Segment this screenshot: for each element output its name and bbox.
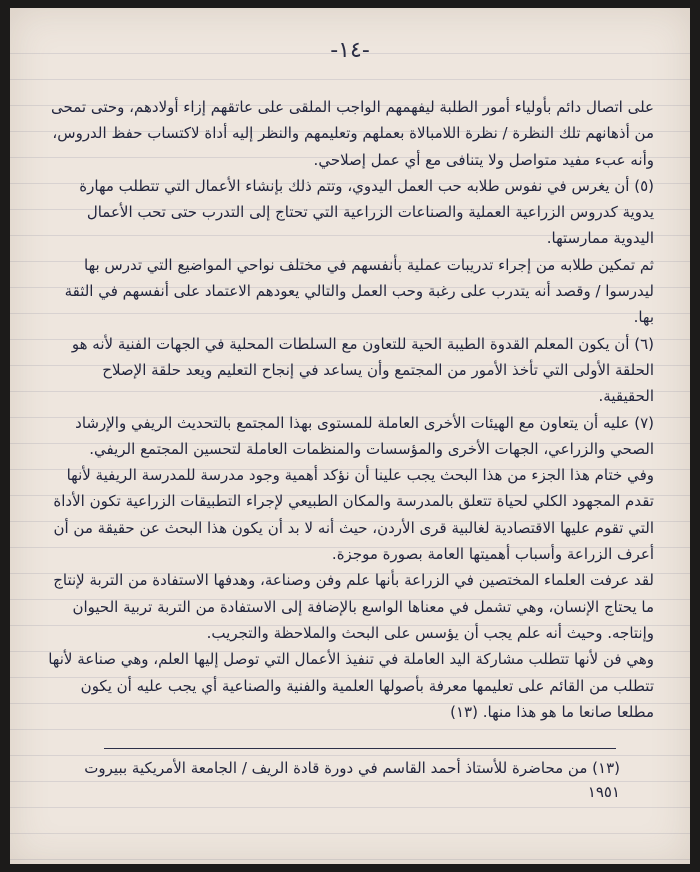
footnote: (١٣) من محاضرة للأستاذ أحمد القاسم في دورة قادة الريف / الجامعة الأمريكية ببيروت ١٩٥١ xyxy=(84,759,620,801)
manuscript-page xyxy=(10,8,690,864)
paragraph-point-5-cont: ثم تمكين طلابه من إجراء تدريبات عملية بأنفسهم في مختلف نواحي المواضيع التي تدرس بها ليدرسوا / وقصد أنه يتدرب على رغبة وحب العمل والتالي يعودهم الاعتماد على أنفسهم في الثقة بها. xyxy=(64,255,654,327)
paragraph-agriculture-art: وهي فن لأنها تتطلب مشاركة اليد العاملة في تنفيذ الأعمال التي توصل إليها العلم، وهي صناعة لأنها تتطلب من القائم على تعليمها معرفة بأصولها العلمية والفنية والصناعية أي يجب عليه أن يكون مطلعا صانعا ما هو هذا منها. (١٣) xyxy=(48,650,654,721)
footnote-divider xyxy=(104,748,616,749)
paragraph-point-7: (٧) عليه أن يتعاون مع الهيئات الأخرى العاملة للمستوى بهذا المجتمع بالتحديث الريفي والإرشاد الصحي والزراعي، الجهات الأخرى والمؤسسات والمنظمات العاملة لتحسين المجتمع الريفي. xyxy=(75,413,654,458)
paragraph-point-5: (٥) أن يغرس في نفوس طلابه حب العمل اليدوي، وتتم ذلك بإنشاء الأعمال التي تتطلب مهارة يدوية كدروس الزراعية العملية والصناعات الزراعية التي تحتاج إلى التدرب حتى تحب الأعمال اليدوية ممارستها. xyxy=(79,176,654,248)
paragraph-agriculture-definition: لقد عرفت العلماء المختصين في الزراعة بأنها علم وفن وصناعة، وهدفها الاستفادة من التربة لإنتاج ما يحتاج الإنسان، وهي تشمل في معناها الواسع بالإضافة إلى الاستفادة من التربة تربية الحيوان وإنتاجه. وحيث أنه علم يجب أن يؤسس على البحث والملاحظة والتجريب. xyxy=(53,571,654,642)
paragraph-intro: على اتصال دائم بأولياء أمور الطلبة ليفهمهم الواجب الملقى على عاتقهم إزاء أولادهم، وحتى تمحى من أذهانهم تلك النظرة / نظرة اللامبالاة بعملهم وتعليمهم والنظر إليه أداة لاكتساب حفظ الدروس، وأنه عبء مفيد متواصل ولا يتنافى مع أي عمل إصلاحي. xyxy=(51,98,654,169)
paragraph-point-6: (٦) أن يكون المعلم القدوة الطيبة الحية للتعاون مع السلطات المحلية في الجهات الفنية لأنه هو الحلقة الأولى التي تأخذ الأمور من المجتمع وأن يساعد في إنجاح التعليم ويعد حلقة الإصلاح الحقيقية. xyxy=(71,334,654,406)
page-number: -١٤- xyxy=(330,38,370,63)
handwritten-body xyxy=(44,94,654,744)
paragraph-conclusion: وفي ختام هذا الجزء من هذا البحث يجب علينا أن نؤكد أهمية وجود مدرسة للمدرسة الريفية لأنها تقدم المجهود الكلي لحياة تتعلق بالمدرسة والمكان الطبيعي لإجراء التطبيقات الزراعية تكون الأداة التي تقوم عليها الاقتصادية لغالبية قرى الأردن، حيث أنه لا بد أن يكون هذا البحث عن حقيقة من أن أعرف الزراعة وأسباب أهميتها العامة بصورة موجزة. xyxy=(53,466,654,564)
